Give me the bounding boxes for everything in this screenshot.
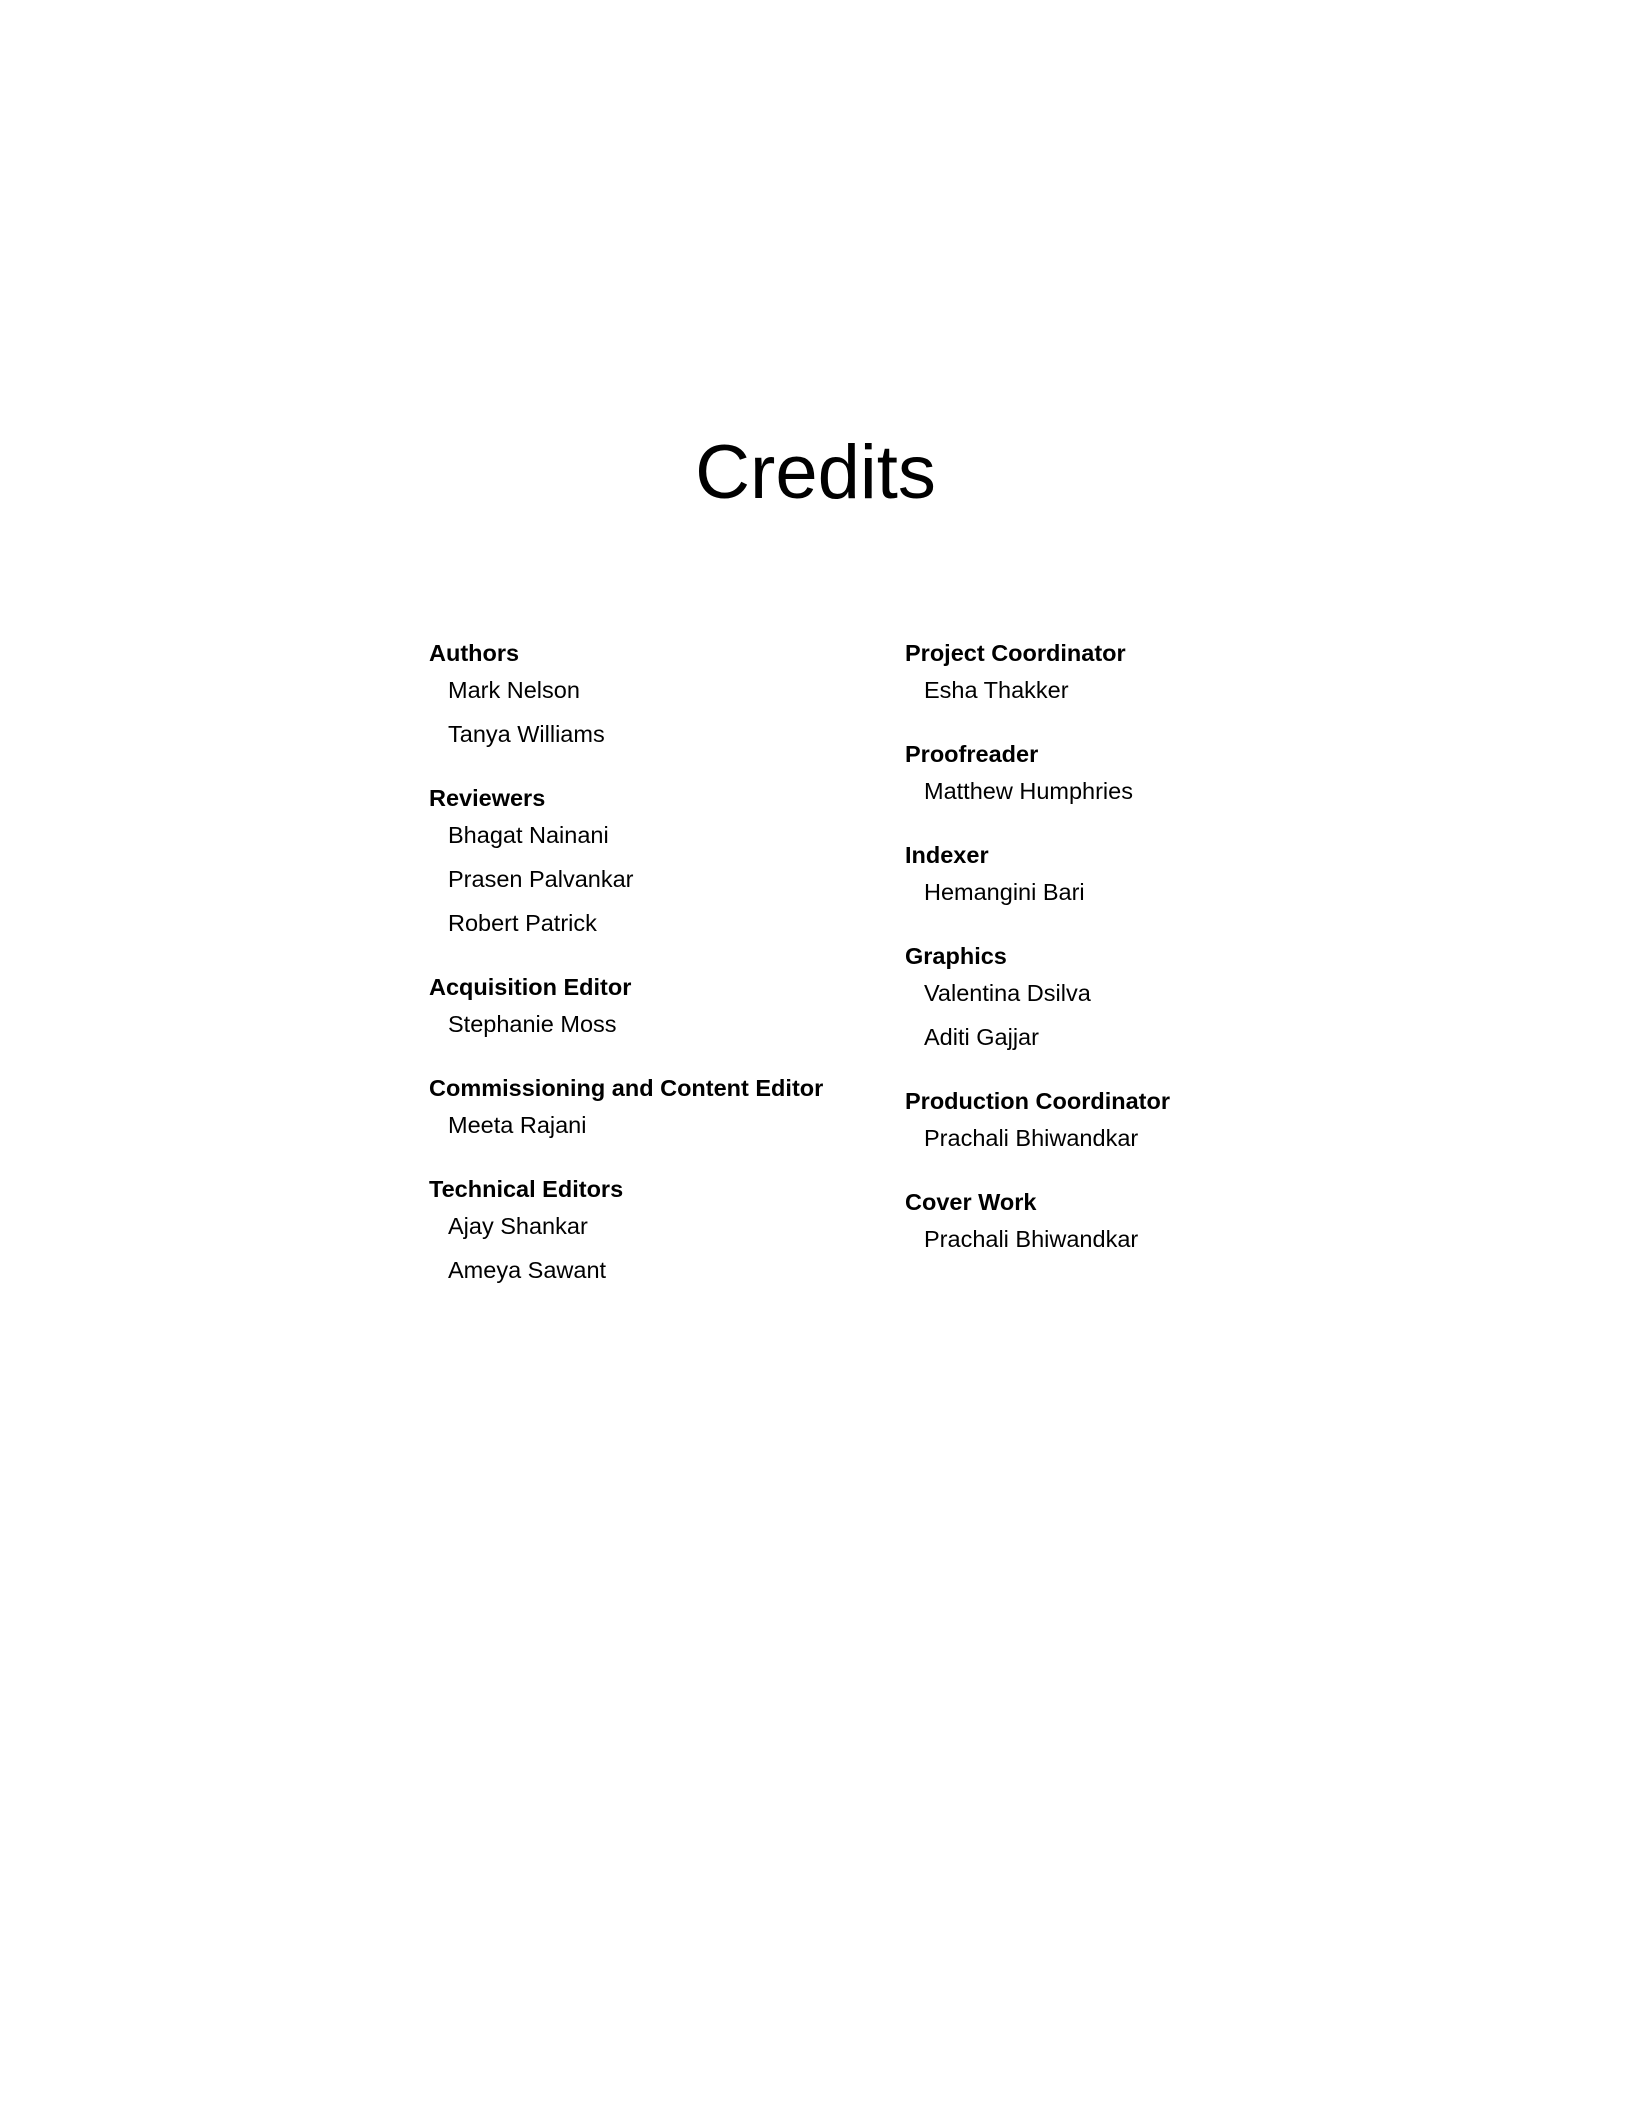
section-heading: Commissioning and Content Editor [429, 1075, 824, 1101]
credit-name: Stephanie Moss [448, 1011, 617, 1037]
credit-section [429, 1075, 889, 1138]
credit-name: Hemangini Bari [924, 879, 1085, 905]
page-title: Credits [695, 430, 936, 515]
credit-section [429, 785, 889, 936]
credit-section [905, 741, 1365, 804]
section-heading: Project Coordinator [905, 640, 1126, 666]
credit-name: Mark Nelson [448, 677, 580, 703]
credit-name: Matthew Humphries [924, 778, 1133, 804]
credit-name: Robert Patrick [448, 910, 597, 936]
credit-name: Aditi Gajjar [924, 1024, 1039, 1050]
name-list [429, 1112, 889, 1138]
credit-name: Prachali Bhiwandkar [924, 1125, 1139, 1151]
credit-name: Tanya Williams [448, 721, 605, 747]
name-list [905, 879, 1365, 905]
credit-name: Esha Thakker [924, 677, 1069, 703]
section-heading: Indexer [905, 842, 989, 868]
name-list [429, 822, 889, 936]
credit-section [905, 943, 1365, 1050]
credit-section [429, 974, 889, 1037]
credit-section [905, 640, 1365, 703]
name-list [905, 677, 1365, 703]
credit-name: Ajay Shankar [448, 1213, 588, 1239]
name-list [905, 1125, 1365, 1151]
section-heading: Graphics [905, 943, 1007, 969]
credit-name: Bhagat Nainani [448, 822, 609, 848]
name-list [905, 778, 1365, 804]
section-heading: Authors [429, 640, 520, 666]
credit-section [905, 1189, 1365, 1252]
credit-name: Prasen Palvankar [448, 866, 634, 892]
section-heading: Proofreader [905, 741, 1039, 767]
section-heading: Cover Work [905, 1189, 1037, 1215]
credit-name: Prachali Bhiwandkar [924, 1226, 1139, 1252]
section-heading: Production Coordinator [905, 1088, 1171, 1114]
name-list [429, 677, 889, 747]
section-heading: Reviewers [429, 785, 546, 811]
section-heading: Acquisition Editor [429, 974, 632, 1000]
left-column [429, 640, 889, 1321]
section-heading: Technical Editors [429, 1176, 624, 1202]
credit-section [905, 842, 1365, 905]
credit-section [905, 1088, 1365, 1151]
name-list [429, 1213, 889, 1283]
credit-name: Meeta Rajani [448, 1112, 587, 1138]
credit-name: Ameya Sawant [448, 1257, 607, 1283]
name-list [905, 980, 1365, 1050]
credit-section [429, 640, 889, 747]
name-list [429, 1011, 889, 1037]
right-column [905, 640, 1365, 1290]
credit-section [429, 1176, 889, 1283]
name-list [905, 1226, 1365, 1252]
credit-name: Valentina Dsilva [924, 980, 1091, 1006]
